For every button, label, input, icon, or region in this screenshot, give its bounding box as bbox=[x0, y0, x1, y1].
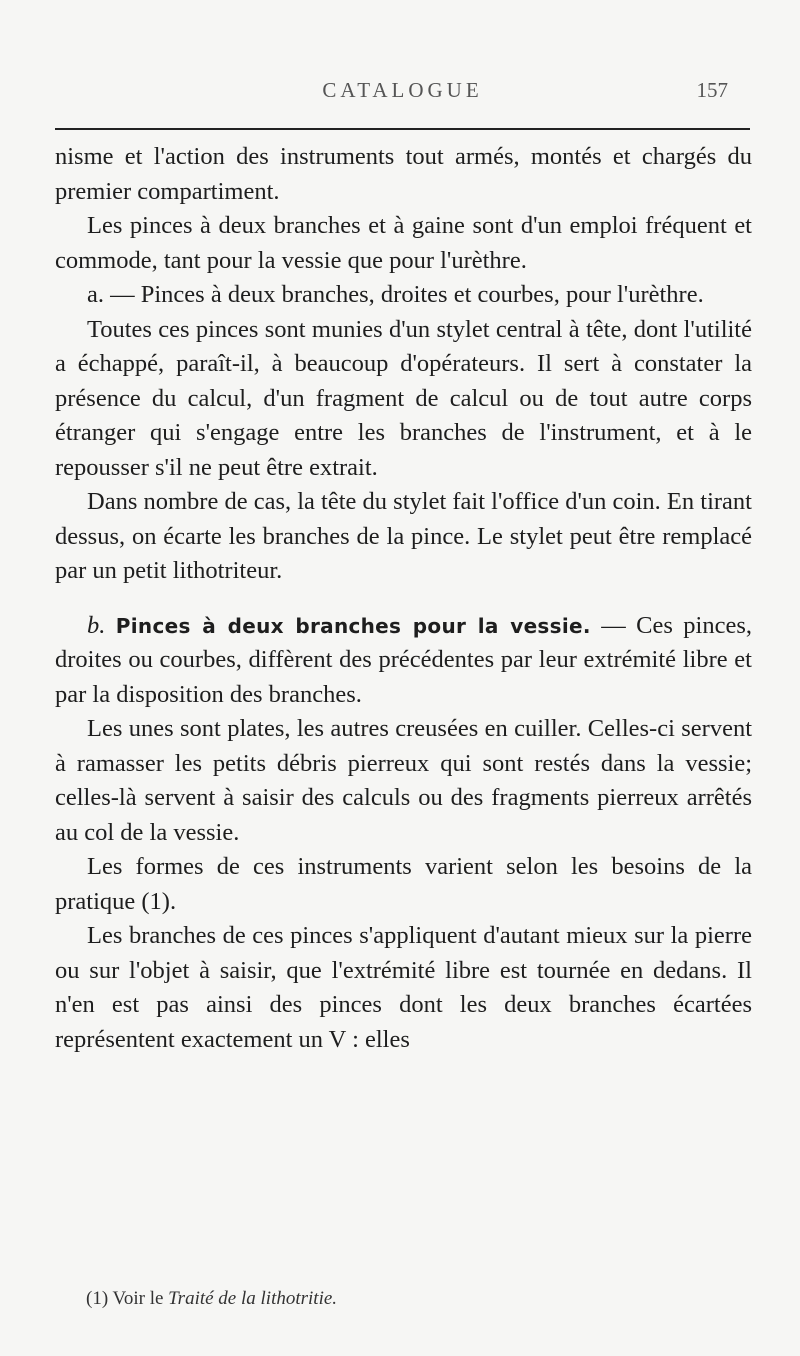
paragraph: Les branches de ces pinces s'appliquent d'autant mieux sur la pierre ou sur l'objet à saisir, que l'extrémité libre est tournée en dedans. Il n'en est pas ainsi des pinces dont les deux branches écartées représentent exactement un V : elles bbox=[55, 922, 752, 1053]
paragraph: Toutes ces pinces sont munies d'un stylet central à tête, dont l'utilité a échappé, paraît-il, à beaucoup d'opérateurs. Il sert à constater la présence du calcul, d'un fragment de calcul ou de tout autre corps étranger qui s'engage entre les branches de l'instrument, et à le repousser s'il ne peut être extrait. bbox=[55, 315, 752, 481]
paragraph: Les formes de ces instruments varient selon les besoins de la pratique (1). bbox=[55, 853, 752, 915]
paragraph: Dans nombre de cas, la tête du stylet fait l'office d'un coin. En tirant dessus, on écarte les branches de la pince. Le stylet peut être remplacé par un petit lithotriteur. bbox=[55, 488, 752, 584]
running-title: CATALOGUE bbox=[322, 78, 483, 102]
body-text bbox=[55, 140, 752, 1057]
paragraph: Les unes sont plates, les autres creusées en cuiller. Celles-ci servent à ramasser les petits débris pierreux qui sont restés dans la vessie; celles-là servent à saisir des calculs ou des fragments pierreux arrêtés au col de la vessie. bbox=[55, 715, 752, 846]
running-head bbox=[55, 78, 750, 118]
footnote bbox=[86, 1288, 750, 1310]
paragraph-continued: nisme et l'action des instruments tout armés, montés et chargés du premier compartiment. bbox=[55, 143, 752, 205]
section-label: b. bbox=[87, 611, 106, 639]
footnote-title: Traité de la lithotritie. bbox=[168, 1288, 338, 1309]
section-heading: Pinces à deux branches pour la vessie. bbox=[115, 613, 591, 638]
header-rule bbox=[55, 128, 750, 130]
section-b bbox=[55, 609, 752, 713]
paragraph-a: a. — Pinces à deux branches, droites et courbes, pour l'urèthre. bbox=[87, 281, 704, 308]
footnote-marker: (1) Voir le bbox=[86, 1288, 164, 1309]
paragraph: Les pinces à deux branches et à gaine sont d'un emploi fréquent et commode, tant pour la vessie que pour l'urèthre. bbox=[55, 212, 752, 274]
section-lead: — Ces pinces, droites ou courbes, diffèrent des précédentes par leur extrémité libre et par la disposition des branches. bbox=[55, 611, 752, 708]
page-number: 157 bbox=[696, 78, 728, 102]
